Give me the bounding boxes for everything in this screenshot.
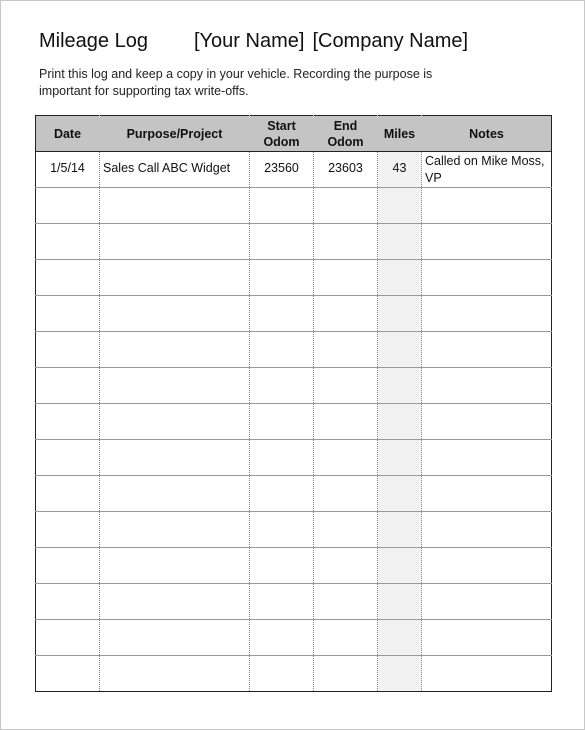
cell-miles [378,188,422,224]
cell-end [314,332,378,368]
cell-purpose-text [103,188,249,196]
table-row [36,584,552,620]
cell-start-text [250,368,313,376]
cell-start [250,224,314,260]
cell-date-text [36,548,99,556]
cell-start [250,620,314,656]
cell-purpose-text [103,368,249,376]
cell-miles [378,224,422,260]
cell-miles-text: 43 [392,161,407,175]
cell-date [36,296,100,332]
cell-end [314,224,378,260]
table-row [36,332,552,368]
cell-date-text [36,188,99,196]
cell-date [36,584,100,620]
cell-date [36,656,100,692]
mileage-log-table [35,115,552,692]
cell-notes [422,584,552,620]
cell-notes-text [425,476,551,477]
cell-start-text [250,512,313,520]
cell-miles-text [378,368,421,376]
cell-notes [422,512,552,548]
header-start-odom: Start Odom [250,116,314,152]
cell-date [36,332,100,368]
cell-purpose [100,260,250,296]
cell-end-text [314,368,377,376]
cell-notes-text [425,584,551,585]
cell-start [250,152,314,188]
cell-end-text [314,332,377,340]
cell-miles-text [378,332,421,340]
cell-start-text [250,620,313,628]
cell-end-text [314,584,377,592]
cell-notes [422,620,552,656]
cell-date [36,152,100,188]
table-body [36,152,552,692]
intro-line-2: important for supporting tax write-offs. [39,84,249,98]
cell-purpose [100,440,250,476]
cell-notes-text [425,368,551,369]
cell-end-text [314,296,377,304]
cell-date [36,620,100,656]
cell-miles-text [378,548,421,556]
cell-end [314,584,378,620]
cell-purpose-text [103,512,249,520]
cell-start [250,296,314,332]
table-row [36,368,552,404]
cell-notes-text [425,440,551,441]
cell-miles-text [378,260,421,268]
table-row [36,512,552,548]
cell-purpose-text [103,548,249,556]
cell-purpose [100,188,250,224]
table-header-row [36,116,552,152]
cell-end-text [314,404,377,412]
cell-end [314,368,378,404]
cell-date-text [36,260,99,268]
cell-notes [422,656,552,692]
cell-miles [378,260,422,296]
cell-purpose-text [103,476,249,484]
cell-purpose-text [103,404,249,412]
cell-end [314,476,378,512]
cell-miles [378,656,422,692]
cell-start [250,260,314,296]
cell-purpose [100,512,250,548]
cell-purpose-text [103,656,249,664]
cell-end-text [314,260,377,268]
cell-notes-text [425,224,551,225]
cell-miles-text [378,620,421,628]
cell-start-text [250,584,313,592]
cell-notes-text: Called on Mike Moss, VP [425,154,545,185]
cell-start [250,188,314,224]
cell-notes [422,224,552,260]
cell-miles [378,440,422,476]
cell-date-text [36,404,99,412]
cell-end [314,440,378,476]
table-row [36,404,552,440]
cell-start [250,368,314,404]
table-row [36,188,552,224]
cell-miles [378,512,422,548]
cell-purpose [100,296,250,332]
cell-purpose [100,584,250,620]
table-row [36,476,552,512]
cell-miles-text [378,224,421,232]
cell-purpose [100,548,250,584]
cell-start [250,584,314,620]
cell-miles-text [378,656,421,664]
intro-text [39,66,559,100]
your-name-placeholder: [Your Name] [194,30,305,52]
table-row [36,260,552,296]
cell-start-text [250,476,313,484]
cell-purpose-text: Sales Call ABC Widget [103,161,231,175]
cell-date [36,188,100,224]
cell-miles [378,476,422,512]
cell-purpose [100,152,250,188]
cell-end [314,296,378,332]
cell-miles-text [378,440,421,448]
cell-end-text [314,548,377,556]
cell-date [36,368,100,404]
cell-start-text [250,224,313,232]
header-purpose: Purpose/Project [100,116,250,152]
cell-miles [378,296,422,332]
cell-notes-text [425,620,551,621]
cell-date-text [36,368,99,376]
cell-notes-text [425,188,551,189]
cell-date [36,440,100,476]
cell-purpose-text [103,584,249,592]
cell-notes [422,404,552,440]
cell-end-text [314,224,377,232]
table-row [36,548,552,584]
cell-date-text [36,512,99,520]
cell-notes [422,332,552,368]
cell-notes-text [425,656,551,657]
cell-start [250,404,314,440]
table-row [36,224,552,260]
cell-date-text [36,584,99,592]
cell-notes-text [425,512,551,513]
cell-purpose-text [103,620,249,628]
cell-date-text [36,440,99,448]
table-row [36,440,552,476]
cell-date-text [36,224,99,232]
cell-end-text [314,656,377,664]
cell-miles [378,620,422,656]
cell-purpose [100,404,250,440]
cell-purpose [100,620,250,656]
cell-notes [422,476,552,512]
cell-start-text [250,548,313,556]
cell-start [250,512,314,548]
cell-notes-text [425,260,551,261]
cell-miles [378,404,422,440]
cell-end [314,188,378,224]
cell-date [36,476,100,512]
cell-start-text [250,404,313,412]
cell-date-text [36,296,99,304]
cell-start-text [250,332,313,340]
cell-start-text [250,296,313,304]
cell-date [36,260,100,296]
cell-end [314,620,378,656]
cell-notes [422,548,552,584]
table-row [36,656,552,692]
intro-line-1: Print this log and keep a copy in your vehicle. Recording the purpose is [39,67,433,81]
cell-start-text: 23560 [264,161,299,175]
cell-end-text [314,620,377,628]
cell-miles [378,152,422,188]
cell-notes [422,260,552,296]
cell-date-text [36,476,99,484]
header-miles: Miles [378,116,422,152]
cell-date-text [36,332,99,340]
cell-notes [422,296,552,332]
cell-start [250,440,314,476]
cell-notes-text [425,548,551,549]
cell-start [250,332,314,368]
cell-notes-text [425,404,551,405]
table-row [36,296,552,332]
cell-date [36,512,100,548]
cell-start [250,548,314,584]
cell-start-text [250,188,313,196]
cell-purpose-text [103,296,249,304]
cell-start-text [250,656,313,664]
header-end-odom: End Odom [314,116,378,152]
header-notes: Notes [422,116,552,152]
cell-end [314,260,378,296]
cell-end [314,152,378,188]
cell-date [36,548,100,584]
cell-purpose [100,656,250,692]
cell-miles [378,548,422,584]
cell-notes-text [425,296,551,297]
title-row [39,30,468,54]
table-row [36,152,552,188]
cell-miles [378,584,422,620]
cell-miles [378,368,422,404]
table-row [36,620,552,656]
cell-end-text [314,188,377,196]
cell-notes-text [425,332,551,333]
cell-end-text [314,512,377,520]
cell-start [250,476,314,512]
cell-start-text [250,260,313,268]
cell-purpose [100,224,250,260]
cell-purpose [100,368,250,404]
cell-notes [422,188,552,224]
cell-start-text [250,440,313,448]
cell-notes [422,152,552,188]
cell-purpose [100,332,250,368]
page-title: Mileage Log [39,30,148,52]
cell-miles [378,332,422,368]
cell-date-text: 1/5/14 [50,161,85,175]
cell-purpose-text [103,440,249,448]
cell-end [314,548,378,584]
cell-purpose [100,476,250,512]
cell-date [36,224,100,260]
cell-purpose-text [103,260,249,268]
company-name-placeholder: [Company Name] [312,30,469,52]
cell-end [314,512,378,548]
cell-miles-text [378,188,421,196]
cell-end-text [314,440,377,448]
header-date: Date [36,116,100,152]
cell-end [314,404,378,440]
cell-miles-text [378,404,421,412]
cell-miles-text [378,296,421,304]
cell-date [36,404,100,440]
cell-miles-text [378,476,421,484]
cell-end-text [314,476,377,484]
cell-notes [422,440,552,476]
cell-date-text [36,620,99,628]
cell-purpose-text [103,332,249,340]
cell-miles-text [378,512,421,520]
cell-notes [422,368,552,404]
cell-miles-text [378,584,421,592]
cell-date-text [36,656,99,664]
cell-start [250,656,314,692]
cell-purpose-text [103,224,249,232]
cell-end [314,656,378,692]
cell-end-text: 23603 [328,161,363,175]
